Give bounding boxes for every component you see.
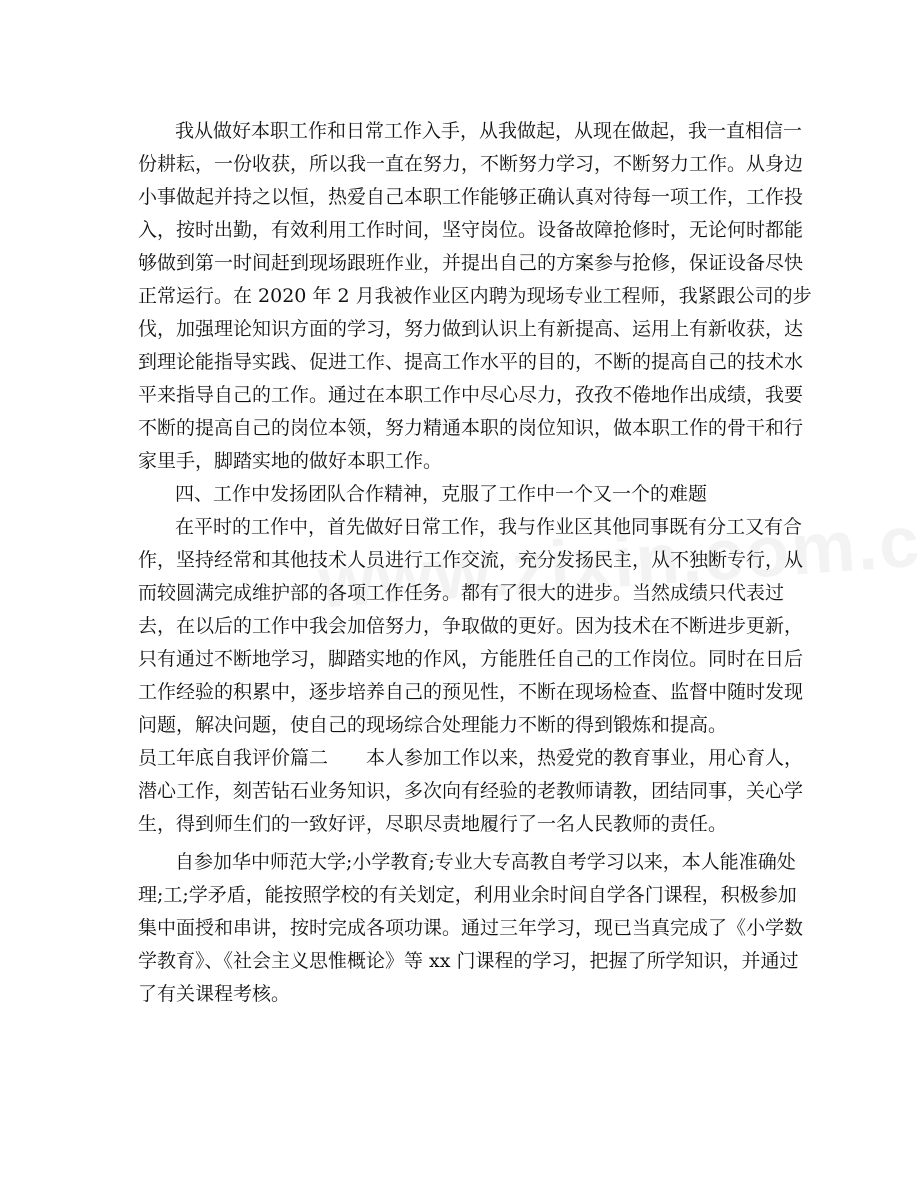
text-line: 在平时的工作中，首先做好日常工作，我与作业区其他同事既有分工又有合	[175, 516, 803, 538]
text-line: 小事做起并持之以恒，热爱自己本职工作能够正确认真对待每一项工作，工作投	[138, 186, 804, 208]
text-line: 学教育》、《社会主义思惟概论》等 xx 门课程的学习，把握了所学知识，并通过	[138, 950, 799, 972]
text-line: 平来指导自己的工作。通过在本职工作中尽心尽力，孜孜不倦地作出成绩，我要	[138, 384, 804, 406]
text-line: 家里手，脚踏实地的做好本职工作。	[138, 450, 443, 472]
text-line: 不断的提高自己的岗位本领，努力精通本职的岗位知识，做本职工作的骨干和行	[138, 417, 804, 439]
text-line: 工作经验的积累中，逐步培养自己的预见性，不断在现场检查、监督中随时发现	[138, 681, 804, 703]
text-line: 自参加华中师范大学;小学教育;专业大专高教自考学习以来，本人能准确处	[175, 851, 796, 873]
text-line: 集中面授和串讲，按时完成各项功课。通过三年学习，现已当真完成了《小学数	[138, 917, 804, 939]
text-line: 员工年底自我评价篇二 本人参加工作以来，热爱党的教育事业，用心育人，	[138, 747, 804, 769]
text-line: 到理论能指导实践、促进工作、提高工作水平的目的，不断的提高自己的技术水	[138, 351, 804, 373]
text-line: 正常运行。在 2020 年 2 月我被作业区内聘为现场专业工程师，我紧跟公司的步	[138, 285, 812, 307]
section-heading: 四、工作中发扬团队合作精神，克服了工作中一个又一个的难题	[175, 483, 708, 505]
text-line: 够做到第一时间赶到现场跟班作业，并提出自己的方案参与抢修，保证设备尽快	[138, 252, 804, 274]
text-line: 只有通过不断地学习，脚踏实地的作风，方能胜任自己的工作岗位。同时在日后	[138, 648, 804, 670]
text-line: 入，按时出勤，有效利用工作时间，坚守岗位。设备故障抢修时，无论何时都能	[138, 219, 804, 241]
text-line: 了有关课程考核。	[138, 983, 291, 1005]
text-line: 问题，解决问题，使自己的现场综合处理能力不断的得到锻炼和提高。	[138, 714, 728, 736]
text-line: 潜心工作，刻苦钻石业务知识，多次向有经验的老教师请教，团结同事，关心学	[138, 780, 804, 802]
text-line: 生，得到师生们的一致好评，尽职尽责地履行了一名人民教师的责任。	[138, 813, 728, 835]
text-line: 作，坚持经常和其他技术人员进行工作交流，充分发扬民主，从不独断专行，从	[138, 549, 804, 571]
text-line: 而较圆满完成维护部的各项工作任务。都有了很大的进步。当然成绩只代表过	[138, 582, 785, 604]
text-line: 我从做好本职工作和日常工作入手，从我做起，从现在做起，我一直相信一	[175, 120, 803, 142]
text-line: 伐，加强理论知识方面的学习，努力做到认识上有新提高、运用上有新收获，达	[138, 318, 804, 340]
text-line: 份耕耘，一份收获，所以我一直在努力，不断努力学习，不断努力工作。从身边	[138, 153, 804, 175]
text-line: 理;工;学矛盾，能按照学校的有关划定，利用业余时间自学各门课程，积极参加	[138, 884, 797, 906]
text-line: 去，在以后的工作中我会加倍努力，争取做的更好。因为技术在不断进步更新，	[138, 615, 804, 637]
